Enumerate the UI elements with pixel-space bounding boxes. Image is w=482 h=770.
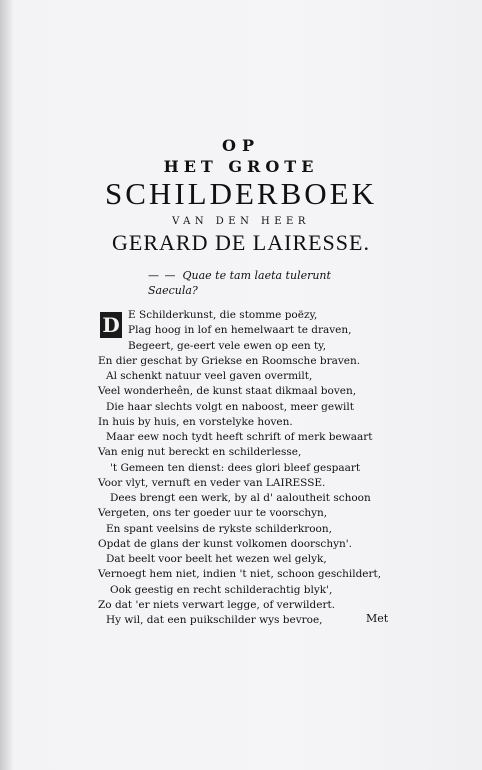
title-het-grote: HET GROTE xyxy=(163,157,319,176)
motto-dash: — — xyxy=(148,269,177,282)
poem-line: Van enig nut bereckt en schilderlesse, xyxy=(98,446,302,459)
poem-line: Veel wonderheên, de kunst staat dikmaal boven, xyxy=(98,385,357,398)
poem-line: En dier geschat by Griekse en Roomsche braven. xyxy=(98,354,361,367)
poem-line: Begeert, ge-eert vele ewen op een ty, xyxy=(128,339,327,352)
poem-line: Maar eew noch tydt heeft schrift of merk bewaart xyxy=(106,431,373,443)
poem-line: In huis by huis, en vorstelyke hoven. xyxy=(98,415,293,428)
poem-line: Ook geestig en recht schilderachtig blyk', xyxy=(110,583,333,596)
title-schilderboek: SCHILDERBOEK xyxy=(105,176,377,211)
poem-line: Plag hoog in lof en hemelwaart te draven, xyxy=(128,324,352,337)
poem-line: 't Gemeen ten dienst: dees glori bleef gespaart xyxy=(110,461,361,474)
poem-body xyxy=(98,308,398,628)
poem-line: Dat beelt voor beelt het wezen wel gelyk, xyxy=(106,553,327,565)
poem-line: Zo dat 'er niets verwart legge, of verwildert. xyxy=(98,598,336,611)
motto-line-2: Saecula? xyxy=(148,284,198,297)
poem-line: Dees brengt een werk, by al d' aaloutheit schoon xyxy=(110,492,371,504)
title-author-name: GERARD DE LAIRESSE. xyxy=(112,230,370,255)
title-van-den-heer: VAN DEN HEER xyxy=(172,216,310,227)
motto-line-1: — — Quae te tam laeta tulerunt xyxy=(148,269,331,282)
title-op: OP xyxy=(222,136,260,155)
catchword: Met xyxy=(366,612,389,625)
poem-line: Voor vlyt, vernuft en veder van LAIRESSE. xyxy=(98,476,326,489)
latin-motto xyxy=(148,268,331,298)
poem-line: E Schilderkunst, die stomme poëzy, xyxy=(128,309,318,321)
drop-cap-initial: D xyxy=(100,312,122,338)
poem-line: Al schenkt natuur veel gaven overmilt, xyxy=(106,370,313,382)
poem-line: Opdat de glans der kunst volkomen doorschyn'. xyxy=(98,537,352,550)
poem-line: Hy wil, dat een puikschilder wys bevroe, xyxy=(106,614,323,626)
poem-line: Vernoegt hem niet, indien 't niet, schoon geschildert, xyxy=(98,568,382,581)
poem-line: Die haar slechts volgt en naboost, meer gewilt xyxy=(106,400,354,413)
poem-line: En spant veelsins de rykste schilderkroon, xyxy=(106,522,332,535)
poem-line: Vergeten, ons ter goeder uur te voorschyn, xyxy=(98,507,328,520)
page-gutter xyxy=(0,0,12,770)
